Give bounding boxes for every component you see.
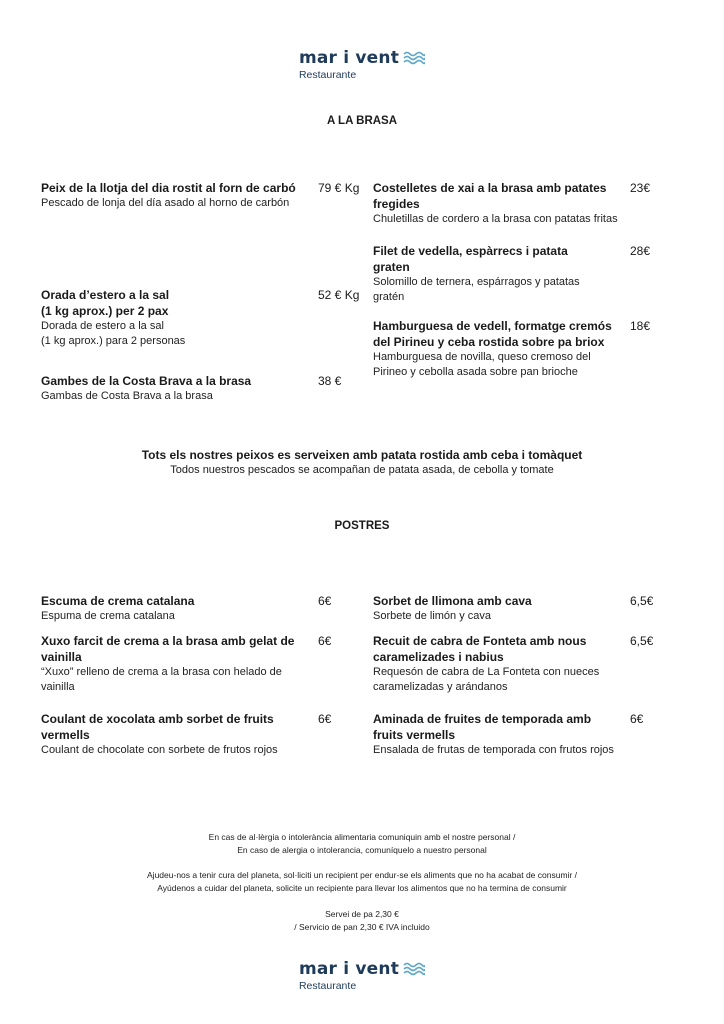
item-name: Coulant de xocolata amb sorbet de fruits vermells — [41, 712, 274, 742]
brand-name: mar i vent — [298, 48, 400, 68]
planet-catalan: Ajudeu-nos a tenir cura del planeta, sol·liciti un recipient per endur-se els aliments que no ha acabat de consumir / — [147, 870, 577, 880]
menu-item — [41, 633, 309, 695]
bread-spanish: / Servicio de pan 2,30 € IVA incluido — [294, 922, 430, 932]
section-title-postres: POSTRES — [334, 520, 390, 532]
item-price: 6€ — [318, 594, 332, 608]
brand-name-row — [299, 48, 425, 68]
item-name: Filet de vedella, espàrrecs i patata graten — [373, 244, 568, 274]
brand-name: mar i vent — [298, 959, 400, 979]
section-title-brasa: A LA BRASA — [326, 115, 398, 127]
item-desc: Gambas de Costa Brava a la brasa — [41, 390, 213, 402]
item-price: 6€ — [318, 634, 332, 648]
item-desc: Espuma de crema catalana — [41, 610, 175, 622]
menu-item — [373, 633, 618, 695]
item-desc: Coulant de chocolate con sorbete de frutos rojos — [41, 744, 278, 756]
menu-item — [373, 593, 618, 624]
brand-name-row — [299, 959, 425, 979]
menu-item — [373, 243, 603, 305]
item-name: Gambes de la Costa Brava a la brasa — [41, 374, 252, 388]
item-price: 6,5€ — [630, 594, 654, 608]
item-desc: Sorbete de limón y cava — [373, 610, 492, 622]
item-name: Peix de la llotja del dia rostit al forn de carbó — [41, 181, 296, 195]
item-desc: Ensalada de frutas de temporada con frutos rojos — [373, 744, 614, 756]
bread-catalan: Servei de pa 2,30 € — [325, 909, 399, 919]
allergy-spanish: En caso de alergia o intolerancia, comuníquelo a nuestro personal — [237, 845, 487, 855]
item-desc: Dorada de estero a la sal (1 kg aprox.) para 2 personas — [41, 320, 186, 347]
item-name: Hamburguesa de vedell, formatge cremós del Pirineu y ceba rostida sobre pa briox — [373, 319, 612, 349]
item-name: Sorbet de llimona amb cava — [373, 594, 532, 608]
item-price: 28€ — [630, 244, 651, 258]
item-price: 52 € Kg — [318, 288, 360, 302]
menu-item — [41, 711, 309, 758]
item-desc: Requesón de cabra de La Fonteta con nueces caramelizadas y arándanos — [373, 666, 600, 693]
note-catalan: Tots els nostres peixos es serveixen amb patata rostida amb ceba i tomàquet — [141, 448, 583, 462]
item-name: Xuxo farcit de crema a la brasa amb gelat de vainilla — [41, 634, 295, 664]
item-price: 38 € — [318, 374, 342, 388]
item-name: Aminada de fruites de temporada amb fruits vermells — [373, 712, 592, 742]
side-dish-note — [0, 447, 724, 478]
item-price: 6€ — [318, 712, 332, 726]
item-desc: Pescado de lonja del día asado al horno de carbón — [41, 197, 290, 209]
item-price: 23€ — [630, 181, 651, 195]
bread-note — [0, 908, 724, 934]
menu-item — [373, 711, 618, 758]
item-name: Escuma de crema catalana — [41, 594, 195, 608]
note-spanish: Todos nuestros pescados se acompañan de patata asada, de cebolla y tomate — [170, 464, 554, 476]
logo-top — [0, 48, 724, 83]
item-desc: “Xuxo” relleno de crema a la brasa con helado de vainilla — [41, 666, 282, 693]
menu-item — [41, 593, 309, 624]
menu-item — [373, 180, 618, 227]
item-name: Costelletes de xai a la brasa amb patates fregides — [373, 181, 607, 211]
waves-icon — [403, 962, 425, 976]
item-name: Recuit de cabra de Fonteta amb nous caramelizades i nabius — [373, 634, 587, 664]
item-desc: Solomillo de ternera, espárragos y patatas gratén — [373, 276, 580, 303]
menu-item — [373, 318, 618, 380]
brand-subtitle: Restaurante — [298, 980, 357, 992]
item-price: 6€ — [630, 712, 644, 726]
menu-item — [41, 287, 309, 349]
item-price: 79 € Kg — [318, 181, 360, 195]
item-desc: Chuletillas de cordero a la brasa con patatas fritas — [373, 213, 618, 225]
item-name: Orada d’estero a la sal (1 kg aprox.) per 2 pax — [41, 288, 170, 318]
item-price: 6,5€ — [630, 634, 654, 648]
menu-item — [41, 373, 309, 404]
planet-spanish: Ayúdenos a cuidar del planeta, solicite un recipiente para llevar los alimentos que no ha termina de consumir — [157, 883, 567, 893]
item-price: 18€ — [630, 319, 651, 333]
planet-note — [0, 869, 724, 895]
waves-icon — [403, 51, 425, 65]
menu-item — [41, 180, 309, 211]
brand-subtitle: Restaurante — [298, 69, 357, 81]
logo-bottom — [0, 959, 724, 994]
allergy-catalan: En cas de al·lèrgia o intolerància alimentaria comuniquin amb el nostre personal / — [208, 832, 516, 842]
allergy-note — [0, 831, 724, 857]
item-desc: Hamburguesa de novilla, queso cremoso del Pirineo y cebolla asada sobre pan brioche — [373, 351, 591, 378]
